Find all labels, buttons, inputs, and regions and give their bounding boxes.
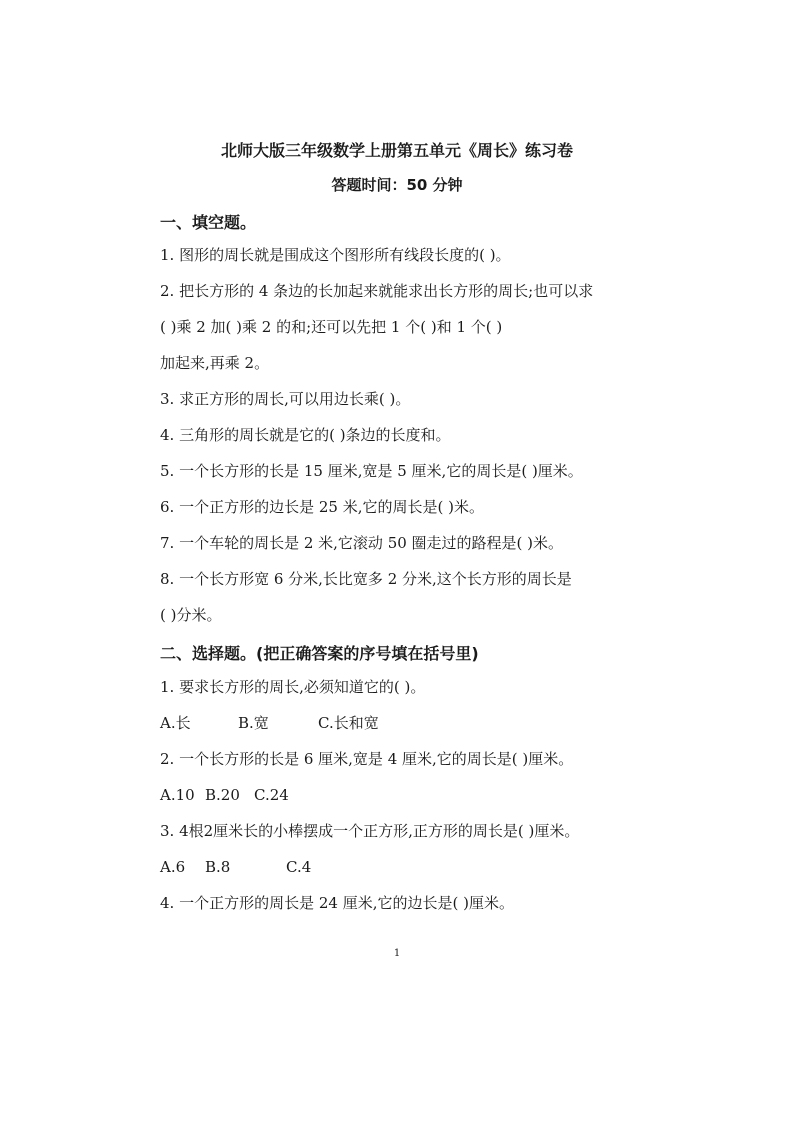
question-line: 1. 图形的周长就是围成这个图形所有线段长度的( )。: [160, 246, 511, 264]
question-line: 2. 把长方形的 4 条边的长加起来就能求出长方形的周长;也可以求: [160, 282, 594, 300]
question-line: ( )分米。: [160, 606, 222, 624]
worksheet-subtitle: 答题时间：50 分钟: [331, 176, 463, 194]
question-line: 5. 一个长方形的长是 15 厘米,宽是 5 厘米,它的周长是( )厘米。: [160, 462, 583, 480]
question-line: 7. 一个车轮的周长是 2 米,它滚动 50 圈走过的路程是( )米。: [160, 534, 564, 552]
option-b: B.宽: [238, 714, 269, 732]
question-line: 8. 一个长方形宽 6 分米,长比宽多 2 分米,这个长方形的周长是: [160, 570, 572, 588]
question-line: 3. 求正方形的周长,可以用边长乘( )。: [160, 390, 411, 408]
choice-question-1: 1. 要求长方形的周长,必须知道它的( )。: [160, 678, 426, 696]
option-c: C.4: [286, 858, 312, 876]
question-line: 4. 三角形的周长就是它的( )条边的长度和。: [160, 426, 451, 444]
question-line: ( )乘 2 加( )乘 2 的和;还可以先把 1 个( )和 1 个( ): [160, 318, 503, 336]
option-a: A.长: [160, 714, 191, 732]
question-line: 加起来,再乘 2。: [160, 354, 270, 372]
option-c: C.长和宽: [318, 714, 379, 732]
option-b: B.20: [205, 786, 240, 804]
option-b: B.8: [205, 858, 231, 876]
page-number: 1: [393, 948, 401, 959]
choice-question-2: 2. 一个长方形的长是 6 厘米,宽是 4 厘米,它的周长是( )厘米。: [160, 750, 574, 768]
choice-question-3: 3. 4根2厘米长的小棒摆成一个正方形,正方形的周长是( )厘米。: [160, 822, 580, 840]
option-c: C.24: [254, 786, 289, 804]
option-a: A.6: [160, 858, 186, 876]
section-fill-in-heading: 一、填空题。: [160, 213, 257, 232]
question-line: 6. 一个正方形的边长是 25 米,它的周长是( )米。: [160, 498, 484, 516]
option-a: A.10: [160, 786, 195, 804]
choice-question-4: 4. 一个正方形的周长是 24 厘米,它的边长是( )厘米。: [160, 894, 514, 912]
section-choice-heading: 二、选择题。(把正确答案的序号填在括号里): [160, 644, 479, 663]
worksheet-title: 北师大版三年级数学上册第五单元《周长》练习卷: [220, 141, 573, 160]
